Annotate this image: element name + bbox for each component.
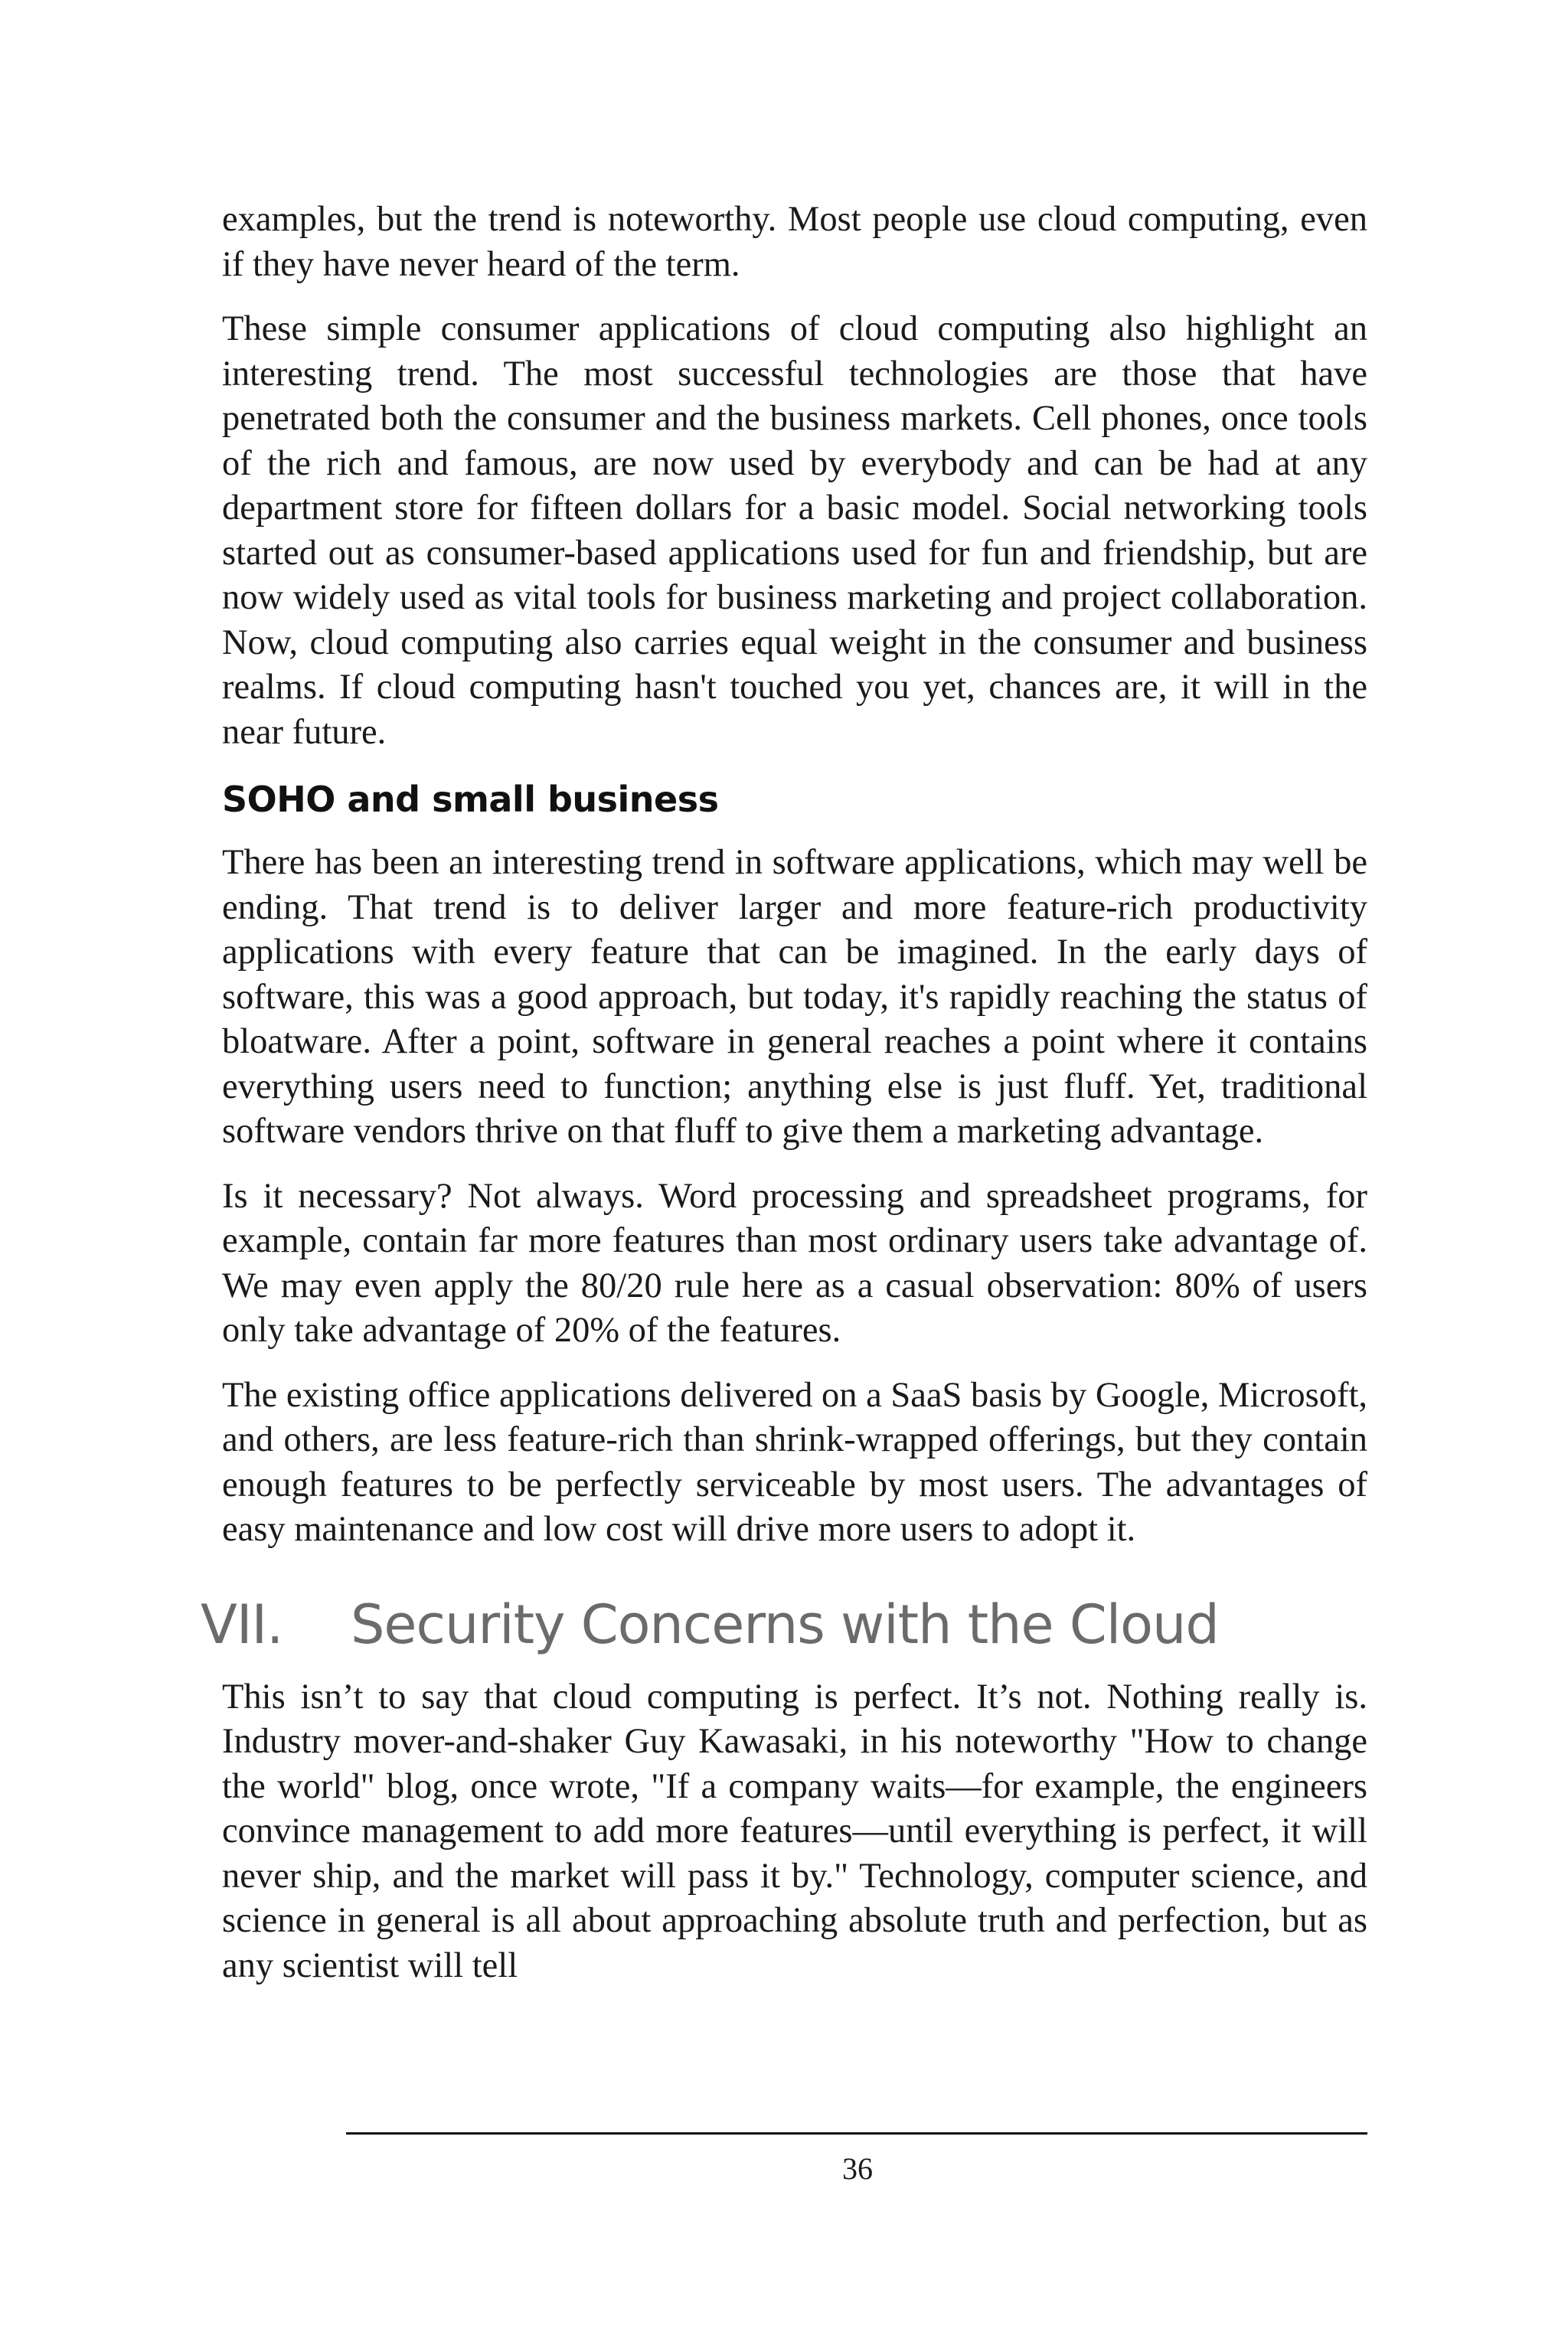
paragraph-cloud-not-perfect: This isn’t to say that cloud computing is perfect. It’s not. Nothing really is. Industry mover-and-shaker Guy Kawasaki, in his noteworthy "How to change the world" blog, once wrote, "If a company waits—for example, the engineers convince management to add more features—until everything is perfect, it will never ship, and the market will pass it by." Technology, computer science, and science in general is all about approaching absolute truth and perfection, but as any scientist will tell: [222, 1677, 1367, 1985]
paragraph-examples: examples, but the trend is noteworthy. Most people use cloud computing, even if they have never heard of the term.: [222, 200, 1367, 284]
page-content: [201, 198, 1367, 2008]
subsection-heading: SOHO and small business: [222, 779, 719, 820]
footer-rule: [346, 2132, 1367, 2135]
section-title: Security Concerns with the Cloud: [351, 1592, 1219, 1656]
paragraph-consumer-applications: These simple consumer applications of cloud computing also highlight an interesting trend. The most successful technologies are those that have penetrated both the consumer and the business markets. Cell phones, once tools of the rich and famous, are now used by everybody and can be had at any department store for fifteen dollars for a basic model. Social networking tools started out as consumer-based applications used for fun and friendship, but are now widely used as vital tools for business marketing and project collaboration. Now, cloud computing also carries equal weight in the consumer and business realms. If cloud computing hasn't touched you yet, chances are, it will in the near future.: [222, 309, 1367, 752]
paragraph-office-applications: The existing office applications delivered on a SaaS basis by Google, Microsoft, and others, are less feature-rich than shrink-wrapped offerings, but they contain enough features to be perfectly serviceable by most users. The advantages of easy maintenance and low cost will drive more users to adopt it.: [222, 1375, 1367, 1549]
paragraph-necessary: Is it necessary? Not always. Word processing and spreadsheet programs, for example, contain far more features than most ordinary users take advantage of. We may even apply the 80/20 rule here as a casual observation: 80% of users only take advantage of 20% of the features.: [222, 1176, 1367, 1350]
section-number: VII.: [201, 1592, 283, 1656]
section-heading: [201, 1592, 1367, 1657]
page-number: 36: [842, 2151, 873, 2186]
paragraph-software-trend: There has been an interesting trend in software applications, which may well be ending. That trend is to deliver larger and more feature-rich productivity applications with every feature that can be imagined. In the early days of software, this was a good approach, but today, it's rapidly reaching the status of bloatware. After a point, software in general reaches a point where it contains everything users need to function; anything else is just fluff. Yet, traditional software vendors thrive on that fluff to give them a marketing advantage.: [222, 843, 1367, 1151]
